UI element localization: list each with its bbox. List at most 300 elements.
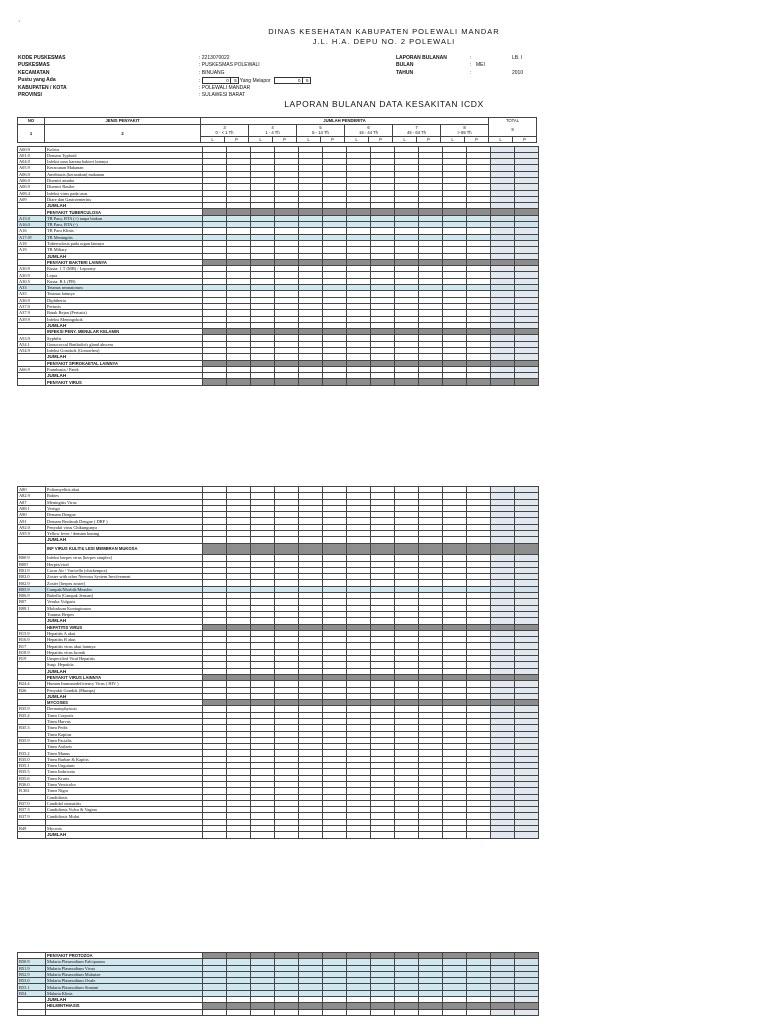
- header-p: P: [417, 136, 441, 143]
- disease-name: Candidiasis: [46, 794, 203, 800]
- disease-name: Disentri amuba: [46, 177, 203, 183]
- disease-name: Lepra: [46, 272, 203, 278]
- count-cell[interactable]: [323, 379, 347, 385]
- icd-code: B.361: [18, 788, 46, 794]
- meta-value-text: : 2213070022: [199, 55, 230, 61]
- disease-name: Tinea Manus: [46, 750, 203, 756]
- meta-value-text: : PUSKESMAS POLEWALI: [199, 62, 260, 69]
- row-title: PENYAKIT PROTOZOA: [46, 953, 203, 959]
- table-header: [17, 117, 537, 143]
- disease-name: Tetanus lainnya: [46, 291, 203, 297]
- count-cell[interactable]: [227, 543, 251, 555]
- icd-code: [18, 543, 46, 555]
- disease-name: Poliomyelitis akut: [46, 487, 203, 493]
- icd-code: B05.9: [18, 586, 46, 592]
- disease-name: Malaria Plasmodium Malariae: [46, 971, 203, 977]
- disease-name: Hepatitis virus akut lainnya: [46, 643, 203, 649]
- disease-name: Veruka Vulgaris: [46, 599, 203, 605]
- meta-value: [199, 55, 349, 62]
- icd-code: B49: [18, 826, 46, 832]
- disease-name: Candidal stomatitis: [46, 800, 203, 806]
- meta-label: KABUPATEN / KOTA: [18, 84, 67, 91]
- total-cell[interactable]: [515, 1009, 539, 1015]
- disease-name: Tinea Corporis: [46, 712, 203, 718]
- count-cell[interactable]: [467, 379, 491, 385]
- icd-code: B19: [18, 656, 46, 662]
- row-title: HELMINTHIASIS: [46, 1003, 203, 1009]
- row-title: JUMLAH: [46, 322, 203, 328]
- icd-code: B35.9: [18, 706, 46, 712]
- count-cell[interactable]: [371, 1009, 395, 1015]
- disease-name: Tinea Imbricata: [46, 769, 203, 775]
- icd-code: B06.9: [18, 593, 46, 599]
- count-cell[interactable]: [251, 379, 275, 385]
- count-cell[interactable]: [275, 543, 299, 555]
- yang-melapor-box-2: 5: [303, 77, 311, 84]
- disease-name: TB Paru Klinis: [46, 228, 203, 234]
- count-cell[interactable]: [251, 1009, 275, 1015]
- icd-code: A95.9: [18, 531, 46, 537]
- disease-name: Mycosis: [46, 826, 203, 832]
- icd-code: A18: [18, 240, 46, 246]
- icd-code: B35.3: [18, 725, 46, 731]
- icd-code: B51.9: [18, 965, 46, 971]
- icd-code: B35.6: [18, 775, 46, 781]
- disease-name: Herpes/viral: [46, 561, 203, 567]
- header-l: L: [345, 136, 369, 143]
- icd-code: B37.0: [18, 800, 46, 806]
- icd-code: B35.4: [18, 712, 46, 718]
- icd-code: B37.3: [18, 807, 46, 813]
- disease-name: Frambusia / Patek: [46, 366, 203, 372]
- count-cell[interactable]: [443, 832, 467, 838]
- disease-table-section-1: [17, 146, 539, 386]
- row-title: PENYAKIT BAKTERI LAINNYA: [46, 259, 203, 265]
- meta-right-label: TAHUN: [396, 69, 414, 76]
- row-title: JUMLAH: [46, 203, 203, 209]
- count-cell[interactable]: [371, 832, 395, 838]
- disease-name: Dermatophytosis: [46, 706, 203, 712]
- row-title: JUMLAH: [46, 832, 203, 838]
- meta-left-labels: [18, 55, 138, 99]
- icd-code: A80: [18, 487, 46, 493]
- header-age-range: 0 - < 1 Th: [201, 130, 249, 136]
- disease-name: Kusta: 1 T (MB) / Lepromy: [46, 266, 203, 272]
- icd-code: A01.0: [18, 152, 46, 158]
- total-cell[interactable]: [491, 832, 515, 838]
- disease-name: Cacar Air / Varicella (chickenpox): [46, 567, 203, 573]
- disease-name: Zoster with other Nervous System Involvement: [46, 574, 203, 580]
- row-title: JUMLAH: [46, 618, 203, 624]
- count-cell[interactable]: [467, 543, 491, 555]
- header-l: L: [441, 136, 465, 143]
- header-group-number: 6: [345, 124, 393, 130]
- disease-name: Candidiasis Vulva & Vagina: [46, 807, 203, 813]
- disease-name: Pertusis: [46, 303, 203, 309]
- disease-name: Human Immunodeficiency Virus ( HIV ): [46, 681, 203, 687]
- count-cell[interactable]: [275, 832, 299, 838]
- header-p: P: [369, 136, 393, 143]
- total-cell[interactable]: [491, 379, 515, 385]
- header-age-range: 15 - 44 Th: [345, 130, 393, 136]
- count-cell[interactable]: [299, 379, 323, 385]
- disease-name: Amebiasis (kerusakan) makanan: [46, 171, 203, 177]
- icd-code: A92.0: [18, 524, 46, 530]
- icd-code: B00.9: [18, 555, 46, 561]
- icd-code: A30.9: [18, 266, 46, 272]
- disease-name: Penyakit virus Chikungunya: [46, 524, 203, 530]
- icd-code: B36.0: [18, 781, 46, 787]
- meta-right-code: 2010: [512, 69, 524, 76]
- icd-code: A54.1: [18, 341, 46, 347]
- disease-name: Hepatitis virus kronik: [46, 649, 203, 655]
- meta-label: PUSKESMAS: [18, 62, 50, 69]
- count-cell[interactable]: [203, 543, 227, 555]
- icd-code: B37.9: [18, 813, 46, 819]
- disease-name: Infeksi Gonokok (Gonorrhea): [46, 348, 203, 354]
- count-cell[interactable]: [227, 832, 251, 838]
- icd-code: B08.1: [18, 605, 46, 611]
- count-cell[interactable]: [275, 379, 299, 385]
- icd-code: B35.2: [18, 750, 46, 756]
- icd-code: A53.9: [18, 335, 46, 341]
- disease-name: Tinea Versicolor: [46, 781, 203, 787]
- count-cell[interactable]: [299, 832, 323, 838]
- count-cell[interactable]: [299, 543, 323, 555]
- row-title: JUMLAH: [46, 373, 203, 379]
- count-cell[interactable]: [299, 1009, 323, 1015]
- header-p: P: [273, 136, 297, 143]
- row-title: JUMLAH: [46, 668, 203, 674]
- icd-code: A00.9: [18, 146, 46, 152]
- disease-name: Tinea Kruris: [46, 775, 203, 781]
- disease-name: Campak/Morbili/Measles: [46, 586, 203, 592]
- disease-name: TB Meningitis: [46, 234, 203, 240]
- disease-name: Tuberculosis pada organ lainnya: [46, 240, 203, 246]
- row-title: PENYAKIT TUBERCULOSA: [46, 209, 203, 215]
- disease-name: Vertigo: [46, 505, 203, 511]
- disease-table-section-2: [17, 486, 539, 839]
- icd-code: A88.1: [18, 505, 46, 511]
- count-cell[interactable]: [371, 543, 395, 555]
- icd-code: B35.0: [18, 756, 46, 762]
- meta-value-text: : BINUANG: [199, 69, 225, 76]
- disease-name: Tinea Axilaris: [46, 744, 203, 750]
- header-l: L: [297, 136, 321, 143]
- doc-title-office: DINAS KESEHATAN KABUPATEN POLEWALI MANDAR: [268, 27, 500, 36]
- report-title: LAPORAN BULANAN DATA KESAKITAN ICDX: [284, 99, 484, 109]
- icd-code: B35.1: [18, 763, 46, 769]
- count-cell[interactable]: [323, 1009, 347, 1015]
- icd-code: B52.9: [18, 971, 46, 977]
- icd-code: B50.9: [18, 959, 46, 965]
- disease-name: Kusta: B.L (PB): [46, 278, 203, 284]
- header-group-number: 3: [201, 124, 249, 130]
- icd-code: A05.9: [18, 165, 46, 171]
- disease-name: Rabies: [46, 493, 203, 499]
- icd-code: A37.0: [18, 303, 46, 309]
- count-cell[interactable]: [443, 1009, 467, 1015]
- icd-code: B07: [18, 599, 46, 605]
- header-l: L: [393, 136, 417, 143]
- disease-name: Diare dan Gastroenteritis: [46, 196, 203, 202]
- total-cell[interactable]: [515, 832, 539, 838]
- icd-code: B15.9: [18, 630, 46, 636]
- count-cell[interactable]: [419, 1009, 443, 1015]
- count-cell[interactable]: [395, 379, 419, 385]
- total-cell[interactable]: [515, 379, 539, 385]
- disease-name: Tinea Nigra: [46, 788, 203, 794]
- icd-code: A36.9: [18, 297, 46, 303]
- total-cell[interactable]: [515, 543, 539, 555]
- meta-value: [199, 85, 349, 92]
- icd-code: A30.9: [18, 272, 46, 278]
- meta-value-text: : POLEWALI MANDAR: [199, 84, 251, 91]
- icd-code: [18, 832, 46, 838]
- icd-code: B16.9: [18, 637, 46, 643]
- disease-name: TB Paru, BTA (-): [46, 222, 203, 228]
- count-cell[interactable]: [467, 1009, 491, 1015]
- meta-right-code: [512, 62, 523, 69]
- count-cell[interactable]: [347, 543, 371, 555]
- disease-name: Zoster [herpes zoster]: [46, 580, 203, 586]
- meta-value-text: :: [199, 78, 201, 84]
- meta-right-colon: :: [470, 62, 472, 69]
- meta-label: KECAMATAN: [18, 69, 50, 76]
- header-group-number: 5: [297, 124, 345, 130]
- icd-code: A15.0: [18, 215, 46, 221]
- count-cell[interactable]: [395, 543, 419, 555]
- meta-label: Pustu yang Ada: [18, 77, 56, 84]
- disease-table-section-3: [17, 952, 539, 1016]
- header-jumlah-penderita: JUMLAH PENDERITA: [201, 118, 489, 125]
- disease-name: Demam Typhoid: [46, 152, 203, 158]
- row-title: JUMLAH: [46, 997, 203, 1003]
- total-cell[interactable]: [491, 543, 515, 555]
- icd-code: A30.5: [18, 278, 46, 284]
- header-group-number: 7: [393, 124, 441, 130]
- count-cell[interactable]: [251, 832, 275, 838]
- disease-name: Malaria Klinis: [46, 990, 203, 996]
- header-group-number: 4: [249, 124, 297, 130]
- count-cell[interactable]: [419, 543, 443, 555]
- header-row-1: [18, 118, 537, 125]
- count-cell[interactable]: [203, 1009, 227, 1015]
- count-cell[interactable]: [203, 379, 227, 385]
- disease-name: Keracunan Makanan: [46, 165, 203, 171]
- icd-code: A16: [18, 228, 46, 234]
- meta-value: [199, 70, 349, 77]
- disease-name: Infeksi usus karena bakteri lainnya: [46, 159, 203, 165]
- header-p: P: [321, 136, 345, 143]
- section-row: [18, 543, 539, 555]
- yang-melapor-count-box: 0: [274, 77, 303, 84]
- icd-code: A37.9: [18, 310, 46, 316]
- disease-name: Syphilis: [46, 335, 203, 341]
- disease-name: Infeksi Meningokok: [46, 316, 203, 322]
- header-no: NO: [18, 118, 45, 125]
- count-cell[interactable]: [395, 832, 419, 838]
- count-cell[interactable]: [443, 543, 467, 555]
- icd-code: B26: [18, 687, 46, 693]
- meta-left-values: [199, 55, 349, 99]
- doc-title-address: J.L. H.A. DEPU NO. 2 POLEWALI: [312, 37, 456, 46]
- header-col-2: 2: [45, 124, 201, 143]
- icd-code: B17: [18, 643, 46, 649]
- disease-name: Malaria Plasmodium Ovale: [46, 978, 203, 984]
- row-title: INF VIRUS KULIT& LESI MEMBRAN MUKOSA: [46, 543, 203, 555]
- row-title: JUMLAH: [46, 253, 203, 259]
- disease-name: Kolera: [46, 146, 203, 152]
- icd-code: A06.9: [18, 184, 46, 190]
- disease-name: Demam Dengue: [46, 512, 203, 518]
- disease-name: Meningitis Virus: [46, 499, 203, 505]
- icd-code: B54: [18, 990, 46, 996]
- icd-code: B35.5: [18, 769, 46, 775]
- icd-code: B53.0: [18, 978, 46, 984]
- header-age-range: 1 - 4 Th: [249, 130, 297, 136]
- disease-name: Hepatitis B akut: [46, 637, 203, 643]
- count-cell[interactable]: [227, 1009, 251, 1015]
- count-cell[interactable]: [347, 832, 371, 838]
- icd-code: A16.0: [18, 222, 46, 228]
- disease-name: Tinea Kapitas: [46, 731, 203, 737]
- icd-code: A04.0: [18, 159, 46, 165]
- disease-name: Tinea Facialis: [46, 737, 203, 743]
- jumlah-row: [18, 832, 539, 838]
- meta-value-text: : SULAWESI BARAT: [199, 91, 246, 98]
- icd-code: A17.0†: [18, 234, 46, 240]
- meta-right-label: BULAN: [396, 62, 414, 69]
- row-title: JUMLAH: [46, 693, 203, 699]
- row-title: MYCOSES: [46, 700, 203, 706]
- icd-code: A87: [18, 499, 46, 505]
- icd-code: A66.9: [18, 366, 46, 372]
- row-title: PENYAKIT VIRUS LAINNYA: [46, 674, 203, 680]
- icd-code: B24.4: [18, 681, 46, 687]
- row-title: JUMLAH: [46, 354, 203, 360]
- disease-name: Tinea Unguium: [46, 763, 203, 769]
- icd-code: B00?: [18, 561, 46, 567]
- count-cell[interactable]: [371, 379, 395, 385]
- icd-code: A09: [18, 196, 46, 202]
- disease-name: Batuk Rejan (Pertusis): [46, 310, 203, 316]
- header-age-range: 5 - 14 Th: [297, 130, 345, 136]
- meta-value: [199, 62, 349, 69]
- meta-right-colons: [470, 55, 471, 77]
- header-p: P: [465, 136, 489, 143]
- count-cell[interactable]: [395, 1009, 419, 1015]
- disease-name: Susp. Hepatitis: [46, 662, 203, 668]
- header-age-range: > 65 Th: [441, 130, 489, 136]
- icd-code: A19: [18, 247, 46, 253]
- header-total: TOTAL: [489, 118, 537, 125]
- count-cell[interactable]: [275, 1009, 299, 1015]
- meta-right-code: LB. I: [512, 55, 523, 61]
- icd-code: B01.9: [18, 567, 46, 573]
- icd-code: [18, 1009, 46, 1015]
- row-title: HEPATITIS VIRUS: [46, 624, 203, 630]
- meta-label: KODE PUSKESMAS: [18, 55, 66, 61]
- meta-right-value: [476, 55, 485, 62]
- count-cell[interactable]: [419, 832, 443, 838]
- disease-name: Moluskum Kontagiosum: [46, 605, 203, 611]
- meta-right-codes: [512, 55, 523, 77]
- header-p: P: [225, 136, 249, 143]
- icd-code: A08.4: [18, 190, 46, 196]
- header-l: L: [489, 136, 513, 143]
- icd-code: B35.9: [18, 737, 46, 743]
- icd-code: A06.0: [18, 171, 46, 177]
- icd-code: A82.9: [18, 493, 46, 499]
- disease-name: Penyakit Gondok (Mumps): [46, 687, 203, 693]
- disease-name: Rubella [Campak Jerman]: [46, 593, 203, 599]
- meta-right-labels: [396, 55, 447, 77]
- count-cell[interactable]: [347, 1009, 371, 1015]
- header-l: L: [249, 136, 273, 143]
- disease-name: Yellow fever / demam kuning: [46, 531, 203, 537]
- disease-name: Tetanus neonatorum: [46, 285, 203, 291]
- count-cell[interactable]: [203, 832, 227, 838]
- disease-name: Infeksi virus pada usus: [46, 190, 203, 196]
- header-age-range: 45 - 64 Th: [393, 130, 441, 136]
- icd-code: B02.0: [18, 574, 46, 580]
- icd-code: [18, 379, 46, 385]
- disease-name: [46, 1009, 203, 1015]
- disease-name: Trauma Herpes: [46, 611, 203, 617]
- disease-name: Tinea Pedis: [46, 725, 203, 731]
- count-cell[interactable]: [227, 379, 251, 385]
- count-cell[interactable]: [467, 832, 491, 838]
- row-title: PENYAKIT SPIROKAETAL LAINNYA: [46, 360, 203, 366]
- row-title: PENYAKIT VIRUS: [46, 379, 203, 385]
- icd-code: A90: [18, 512, 46, 518]
- total-cell[interactable]: [491, 1009, 515, 1015]
- meta-right-colon: :: [470, 55, 472, 61]
- disease-name: Malaria Plasmodium Simiani: [46, 984, 203, 990]
- header-p: P: [513, 136, 537, 143]
- header-group-number: 8: [441, 124, 489, 130]
- meta-right-value: [476, 70, 485, 77]
- corner-dot: ·: [18, 16, 22, 25]
- count-cell[interactable]: [251, 543, 275, 555]
- disease-name: Disentri Basiler: [46, 184, 203, 190]
- count-cell[interactable]: [323, 832, 347, 838]
- section-row: [18, 379, 539, 385]
- disease-name: Tinea Harvus: [46, 718, 203, 724]
- count-cell[interactable]: [347, 379, 371, 385]
- header-jenis: JENIS PENYAKIT: [45, 118, 201, 125]
- icd-code: A06.0: [18, 177, 46, 183]
- icd-code: B02.9: [18, 580, 46, 586]
- icd-code: B53.1: [18, 984, 46, 990]
- meta-right-label: LAPORAN BULANAN: [396, 55, 447, 61]
- count-cell[interactable]: [323, 543, 347, 555]
- disease-name: Malaria Plasmodium Vivax: [46, 965, 203, 971]
- disease-name: Infeksi herpes virus [herpes simplex]: [46, 555, 203, 561]
- icd-code: A91: [18, 518, 46, 524]
- count-cell[interactable]: [419, 379, 443, 385]
- disease-name: Demam Berdarah Dengue ( DBF ): [46, 518, 203, 524]
- meta-right-colon: :: [470, 69, 472, 76]
- header-l: L: [201, 136, 225, 143]
- disease-name: Diphtheria: [46, 297, 203, 303]
- header-total-number: 9: [489, 124, 537, 136]
- disease-name: Unspecified Viral Hepatitis: [46, 656, 203, 662]
- row-title: JUMLAH: [46, 537, 203, 543]
- count-cell[interactable]: [443, 379, 467, 385]
- meta-right-values: [476, 55, 485, 77]
